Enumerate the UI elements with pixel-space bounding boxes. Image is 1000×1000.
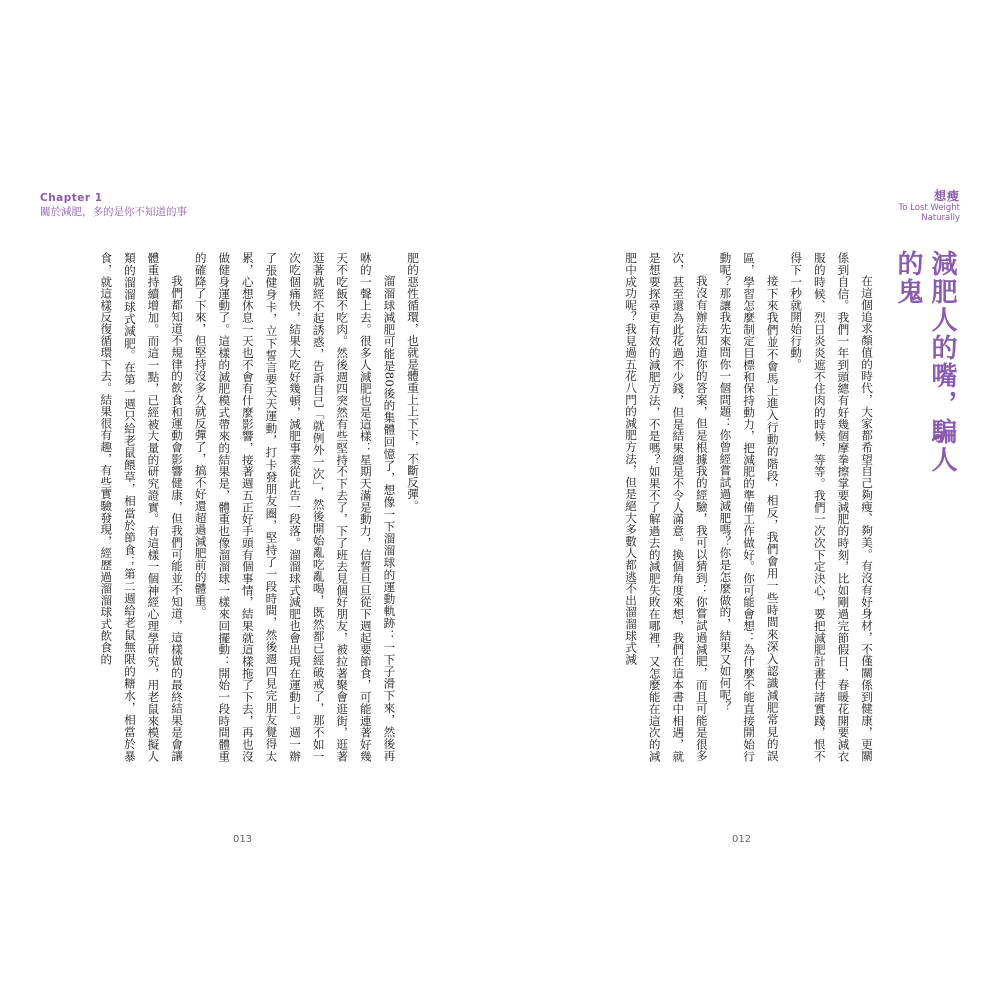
article-title: 減肥人的嘴，騙人的鬼 [893,250,957,474]
running-header-chapter [40,192,187,220]
running-header-series [898,189,960,223]
series-english-line: To Lost Weight [898,203,960,213]
paragraph: 肥的惡性循環，也就是體重上上下下，不斷反彈。 [406,252,420,512]
paragraph: 我沒有辦法知道你的答案，但是根據我的經驗，我可以猜到：你嘗試過減肥，而且可能是很多次，甚至還為此花過不少錢，但是結果總是不令人滿意。換個角度來想，我們在這本書中相遇，就是想要探尋更有效的減肥方法，不是嗎？如果不了解過去的減肥失敗在哪裡，又怎麼能在這次的減肥中成功呢？我見過五花八門的減肥方法，但是絕大多數人都逃不出溜溜球式減 [624,252,709,762]
paragraph: 接下來我們並不會馬上進入行動的階段，相反，我們會用一些時間來深入認識減肥常見的誤區，學習怎麼制定目標和保持動力，把減肥的準備工作做好。你可能會想：為什麼不能直接開始行動呢？那讓我先來問你一個問題：你曾經嘗試過減肥嗎？你是怎麼做的，結果又如何呢？ [718,252,780,762]
chapter-label: Chapter 1 [40,192,103,204]
paragraph: 在這個追求顏值的時代，大家都希望自己夠瘦、夠美。有沒有好身材，不僅關係到健康，更關係到自信。我們一年到頭總有好幾個摩拳擦掌要減肥的時刻，比如剛過完節假日、春暖花開要減衣服的時候、烈日炎炎遮不住肉的時候，等等。我們一次次下定決心，要把減肥計畫付諸實踐，恨不得下一秒就開始行動。 [789,252,874,762]
paragraph: 我們都知道不規律的飲食和運動會影響健康，但我們可能並不知道，這樣做的最終結果是會讓體重持續增加。而這一點，已經被大量的研究證實。有這樣一個神經心理學研究，用老鼠來模擬人類的溜溜球式減肥。在第一週只給老鼠餵草，相當於節食；第二週給老鼠無限的糖水，相當於暴食，就這樣反復循環下去。結果很有趣，有些實驗發現，經歷過溜溜球式飲食的 [99,252,185,762]
series-title: 想瘦 [933,189,960,203]
right-page [500,0,1000,1000]
page-number: 012 [732,834,752,845]
paragraph: 溜溜球減肥可能是80後的集體回憶了，想像一下溜溜球的運動軌跡：一下子滑下來，然後再咻的一聲上去。很多人減肥也是這樣：星期天滿是動力，信誓旦旦從下週起要節食，可能連著好幾天不吃飯不吃肉。然後週四突然有些堅持不下去了，下了班去見個好朋友，被拉著聚會逛街，逛著逛著就經不起誘惑，告訴自己「就例外一次」，然後開始亂吃亂喝，既然都已經破戒了，那不如一次吃個痛快，結果大吃好幾頓，減肥事業從此告一段落。溜溜球式減肥也會出現在運動上。週一辦了張健身卡，立下誓言要天天運動，打卡發朋友圈，堅持了一段時間，然後週四見完朋友覺得太累，心想休息一天也不會有什麼影響，接著週五正好手頭有個事情，結果就這樣拖了下去，再也沒做健身運動了。這樣的減肥模式帶來的結果是，體重也像溜溜球一樣來回擺動：開始一段時間體重的確降了下來，但堅持沒多久就反彈了，搞不好還超過減肥前的體重。 [193,252,397,762]
left-body-text [82,252,424,762]
chapter-subtitle: 關於減肥，多的是你不知道的事 [40,206,187,218]
series-english-line: Naturally [921,213,960,223]
right-body-text [558,252,878,762]
page-number: 013 [233,834,253,845]
